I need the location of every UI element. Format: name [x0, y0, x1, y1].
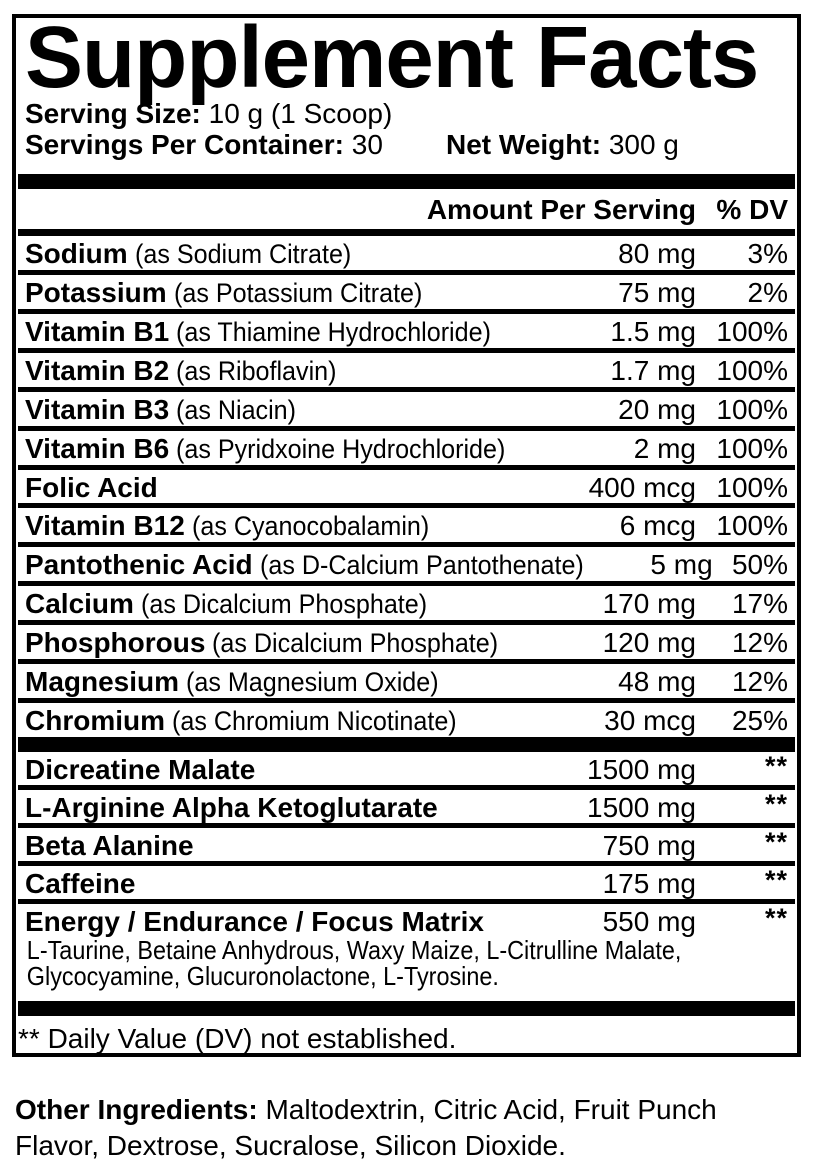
amount-cell: 30 mcg: [604, 705, 696, 736]
nutrient-source: (as Sodium Citrate): [134, 239, 351, 269]
table-row: [18, 236, 795, 275]
column-header-row: [25, 189, 788, 229]
table-row: [18, 275, 795, 314]
nutrient-name-cell: [25, 589, 568, 619]
table-row: [18, 586, 795, 625]
table-row-line: [25, 790, 788, 823]
active-name: Beta Alanine: [25, 830, 194, 861]
table-row-line: [25, 236, 788, 270]
amount-cell: 5 mg: [650, 549, 713, 580]
nutrient-source: (as Pyridxoine Hydrochloride): [176, 434, 506, 464]
nutrient-name-cell: [25, 473, 568, 502]
active-name: Energy / Endurance / Focus Matrix: [25, 906, 485, 937]
nutrient-source: (as Riboflavin): [176, 356, 337, 386]
amount-cell: 550 mg: [602, 906, 696, 937]
table-row: [18, 752, 795, 790]
amount-cell: 1.5 mg: [610, 316, 696, 347]
amount-cell: 75 mg: [618, 277, 696, 308]
servings-per-container-label: Servings Per Container:: [25, 129, 344, 160]
nutrient-name: Folic Acid: [25, 472, 158, 503]
nutrient-name: Pantothenic Acid: [25, 549, 253, 580]
nutrient-source: (as Dicalcium Phosphate): [212, 628, 499, 658]
nutrient-source: (as Thiamine Hydrochloride): [176, 317, 492, 347]
table-row-line: [25, 314, 788, 348]
table-row: [18, 314, 795, 353]
table-row-line: [25, 703, 788, 737]
table-row-line: [25, 866, 788, 899]
nutrient-name: Vitamin B12: [25, 510, 185, 541]
amount-cell: 1500 mg: [587, 754, 696, 785]
amount-cell: 1500 mg: [587, 792, 696, 823]
active-name-cell: [25, 907, 568, 936]
nutrient-name-cell: [25, 550, 608, 580]
amount-cell: 1.7 mg: [610, 355, 696, 386]
table-row-line: [25, 275, 788, 309]
dv-cell: 100%: [716, 433, 788, 464]
amount-cell: 175 mg: [602, 868, 696, 899]
nutrient-name-cell: [25, 628, 568, 658]
dv-cell: 25%: [731, 705, 788, 736]
active-name: L-Arginine Alpha Ketoglutarate: [25, 792, 438, 823]
nutrient-name-cell: [25, 706, 568, 736]
table-row: [18, 508, 795, 547]
dv-cell: 50%: [731, 549, 788, 580]
divider-thick-bar: [18, 1001, 795, 1016]
nutrient-name: Sodium: [25, 238, 128, 269]
table-row-line: [25, 508, 788, 542]
net-weight-value: 300 g: [608, 129, 679, 160]
nutrient-name-cell: [25, 395, 568, 425]
dv-cell-asterisks: **: [764, 865, 788, 895]
supplement-facts-panel: [12, 14, 801, 1057]
dv-cell: 100%: [716, 316, 788, 347]
other-ingredients-text: Maltodextrin, Citric Acid, Fruit Punch Flavor, Dextrose, Sucralose, Silicon Dioxide.: [15, 1094, 717, 1161]
amount-cell: 170 mg: [602, 588, 696, 619]
table-row-line: [25, 586, 788, 620]
amount-cell: 20 mg: [618, 394, 696, 425]
nutrient-source: (as Niacin): [176, 395, 297, 425]
table-row: [18, 392, 795, 431]
table-row: [18, 866, 795, 904]
table-row: [18, 431, 795, 470]
dv-cell: 100%: [716, 510, 788, 541]
table-row-line: [25, 904, 788, 937]
nutrient-name-cell: [25, 434, 568, 464]
nutrient-name: Calcium: [25, 588, 134, 619]
other-ingredients-label: Other Ingredients:: [15, 1094, 258, 1125]
dv-cell: 12%: [731, 666, 788, 697]
dv-cell-asterisks: **: [764, 789, 788, 819]
active-name: Caffeine: [25, 868, 136, 899]
nutrient-name: Vitamin B1: [25, 316, 170, 347]
dv-cell-asterisks: **: [764, 827, 788, 857]
nutrient-source: (as Chromium Nicotinate): [172, 706, 457, 736]
table-row: [18, 790, 795, 828]
dv-cell: 17%: [731, 588, 788, 619]
amount-cell: 750 mg: [602, 830, 696, 861]
dv-cell: 2%: [747, 277, 788, 308]
nutrient-name-cell: [25, 667, 568, 697]
active-name-cell: [25, 793, 568, 822]
nutrient-source: (as Potassium Citrate): [173, 278, 422, 308]
column-header-amount: Amount Per Serving: [426, 194, 696, 225]
other-ingredients: [15, 1092, 729, 1164]
nutrient-name-cell: [25, 239, 568, 269]
dv-cell: 100%: [716, 472, 788, 503]
nutrient-name: Potassium: [25, 277, 167, 308]
nutrient-source: (as Cyanocobalamin): [191, 511, 430, 541]
table-row: [18, 828, 795, 866]
dv-cell: 3%: [747, 238, 788, 269]
table-row-line: [25, 353, 788, 387]
servings-net-weight-line: [25, 129, 788, 160]
dv-cell-asterisks: **: [764, 751, 788, 781]
dv-cell: 100%: [716, 394, 788, 425]
dv-cell: 100%: [716, 355, 788, 386]
nutrient-source: (as Dicalcium Phosphate): [140, 589, 428, 619]
nutrient-name-cell: [25, 356, 568, 386]
net-weight-label: Net Weight:: [446, 129, 602, 160]
active-ingredients-table: [25, 752, 788, 993]
amount-cell: 6 mcg: [619, 510, 696, 541]
table-row: [18, 547, 795, 586]
nutrient-source: (as D-Calcium Pantothenate): [259, 550, 584, 580]
net-weight: [446, 129, 679, 160]
table-row-line: [25, 431, 788, 465]
table-row: [18, 625, 795, 664]
servings-per-container-value: 30: [351, 129, 383, 160]
table-row-line: [25, 664, 788, 698]
table-row: [18, 904, 795, 993]
nutrient-source: (as Magnesium Oxide): [186, 667, 439, 697]
active-name-cell: [25, 831, 568, 860]
table-row: [18, 664, 795, 703]
column-header-dv: % DV: [716, 194, 788, 225]
table-row-line: [25, 752, 788, 785]
panel-title: Supplement Facts: [25, 14, 759, 106]
nutrient-name: Magnesium: [25, 666, 180, 697]
amount-cell: 2 mg: [633, 433, 696, 464]
nutrient-name-cell: [25, 278, 568, 308]
amount-cell: 120 mg: [602, 627, 696, 658]
amount-cell: 80 mg: [618, 238, 696, 269]
table-row: [18, 470, 795, 508]
amount-cell: 400 mcg: [588, 472, 696, 503]
serving-size-value: 10 g (1 Scoop): [208, 98, 393, 129]
active-name-cell: [25, 869, 568, 898]
nutrient-name: Vitamin B2: [25, 355, 170, 386]
table-row-line: [25, 625, 788, 659]
matrix-ingredient-note: L-Taurine, Betaine Anhydrous, Waxy Maize, L-Citrulline Malate, Glycocyamine, Glucuronolactone, L-Tyrosine.: [26, 935, 682, 991]
nutrient-name: Vitamin B6: [25, 433, 170, 464]
divider-thick-bar: [18, 174, 795, 189]
active-name: Dicreatine Malate: [25, 754, 256, 785]
amount-cell: 48 mg: [618, 666, 696, 697]
nutrient-table: [25, 236, 788, 737]
nutrient-name-cell: [25, 317, 568, 347]
nutrient-name: Vitamin B3: [25, 394, 170, 425]
dv-cell: 12%: [731, 627, 788, 658]
divider-thin-bar: [18, 229, 795, 236]
serving-size-label: Serving Size:: [25, 98, 201, 129]
table-row: [18, 703, 795, 737]
nutrient-name: Phosphorous: [25, 627, 206, 658]
divider-thick-bar: [18, 737, 795, 752]
daily-value-footnote: ** Daily Value (DV) not established.: [18, 1023, 457, 1054]
dv-cell-asterisks: **: [764, 903, 788, 933]
nutrient-name-cell: [25, 511, 568, 541]
table-row-line: [25, 470, 788, 503]
active-name-cell: [25, 755, 568, 784]
table-row-line: [25, 828, 788, 861]
table-row: [18, 353, 795, 392]
nutrient-name: Chromium: [25, 705, 165, 736]
table-row-line: [25, 392, 788, 426]
table-row-line: [25, 547, 788, 581]
